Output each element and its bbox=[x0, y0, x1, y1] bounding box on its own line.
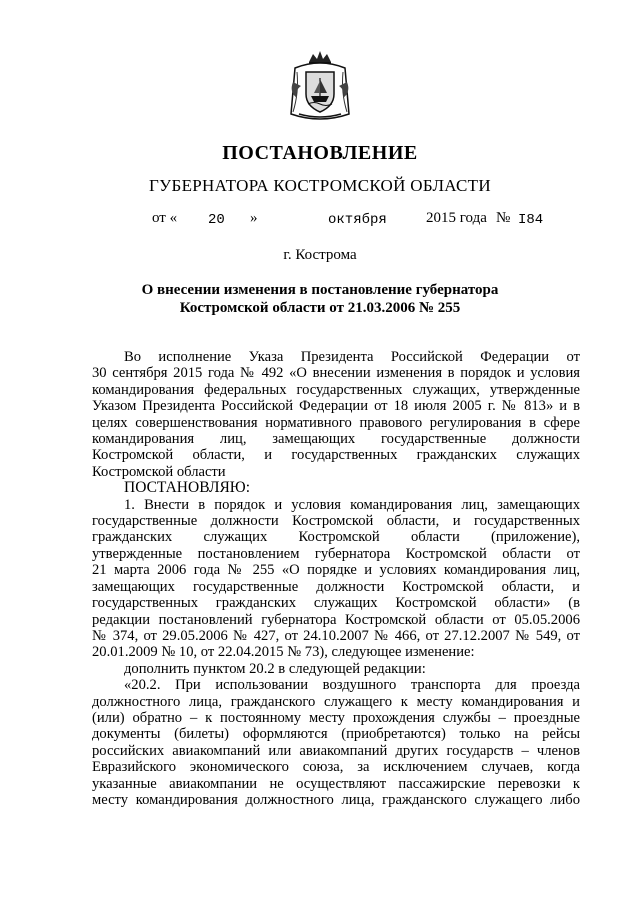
document-body bbox=[92, 349, 580, 808]
preamble-paragraph bbox=[92, 349, 580, 480]
preamble-line: командирования федеральных государственных служащих, утвержденные bbox=[92, 381, 580, 398]
number-sign: № bbox=[496, 210, 511, 226]
item-1-line: редакции постановлений губернатора Костромской области от 05.05.2006 bbox=[92, 611, 580, 628]
preamble-line: 30 сентября 2015 года № 492 «О внесении изменения в порядок и условия bbox=[92, 365, 580, 382]
item-1-line: замещающих государственные должности Костромской области, и bbox=[92, 578, 580, 595]
clause-line: «20.2. При использовании воздушного транспорта для проезда bbox=[124, 677, 580, 694]
document-heading bbox=[0, 281, 640, 317]
item-1-line: гражданских служащих Костромской области (приложение), bbox=[92, 529, 580, 546]
date-quote-close: » bbox=[250, 210, 258, 226]
clause-line: российских авиакомпаний или авиакомпаний других государств – членов bbox=[92, 742, 580, 759]
item-1-line: государственные должности Костромской области, и государственных bbox=[92, 513, 580, 530]
preamble-line: Во исполнение Указа Президента Российской Федерации от bbox=[124, 349, 580, 365]
date-prefix: от « bbox=[152, 210, 178, 226]
date-year: 2015 года bbox=[426, 210, 487, 226]
date-day: 20 bbox=[208, 212, 225, 228]
clause-20-2-paragraph bbox=[92, 677, 580, 808]
item-1-line: 1. Внести в порядок и условия командирования лиц, замещающих bbox=[124, 496, 580, 513]
clause-line: должностного лица, гражданского служащего к месту командирования и bbox=[92, 693, 580, 710]
date-month: октября bbox=[328, 212, 387, 228]
preamble-line: Костромской области, и государственных гражданских служащих bbox=[92, 447, 580, 464]
issuer-title: ГУБЕРНАТОРА КОСТРОМСКОЙ ОБЛАСТИ bbox=[149, 176, 491, 195]
preamble-line: командирования лиц, замещающих государственные должности bbox=[92, 431, 580, 448]
amendment-intro: дополнить пунктом 20.2 в следующей редакции: bbox=[124, 660, 426, 677]
clause-line: (или) обратно – к постоянному месту прохождения службы – проездные bbox=[92, 709, 580, 726]
preamble-line: Указом Президента Российской Федерации от 18 июля 2005 г. № 813» и в bbox=[92, 398, 580, 415]
item-1-line: государственных гражданских служащих Костромской области» (в bbox=[92, 595, 580, 612]
document-title: ПОСТАНОВЛЕНИЕ bbox=[222, 142, 418, 164]
resolve-word: ПОСТАНОВЛЯЮ: bbox=[124, 479, 251, 497]
document-number: I84 bbox=[518, 212, 544, 228]
city-name: г. Кострома bbox=[283, 247, 357, 263]
item-1-line: № 374, от 29.05.2006 № 427, от 24.10.2007 № 466, от 27.12.2007 № 549, от bbox=[92, 627, 580, 644]
clause-line: документы (билеты) оформляются (приобретаются) только на рейсы bbox=[92, 726, 580, 743]
item-1-line: 20.01.2009 № 10, от 22.04.2015 № 73), следующее изменение: bbox=[92, 644, 475, 661]
heading-line-1: О внесении изменения в постановление губернатора bbox=[141, 282, 499, 298]
heading-line-2: Костромской области от 21.03.2006 № 255 bbox=[179, 300, 461, 316]
clause-line: Евразийского экономического союза, за исключением случаев, когда bbox=[92, 759, 580, 776]
coat-of-arms-emblem bbox=[287, 48, 353, 124]
clause-line: указанные авиакомпании не осуществляют пассажирские перевозки к bbox=[92, 775, 580, 792]
item-1-line: утвержденные постановлением губернатора Костромской области от bbox=[92, 545, 580, 562]
item-1-paragraph bbox=[92, 497, 580, 661]
item-1-line: 21 марта 2006 года № 255 «О порядке и условиях командирования лиц, bbox=[92, 562, 580, 579]
preamble-line: Костромской области bbox=[92, 463, 226, 480]
clause-line: месту командирования должностного лица, гражданского служащего либо bbox=[92, 791, 580, 808]
preamble-line: целях совершенствования нормативного правового регулирования в сфере bbox=[92, 414, 580, 431]
